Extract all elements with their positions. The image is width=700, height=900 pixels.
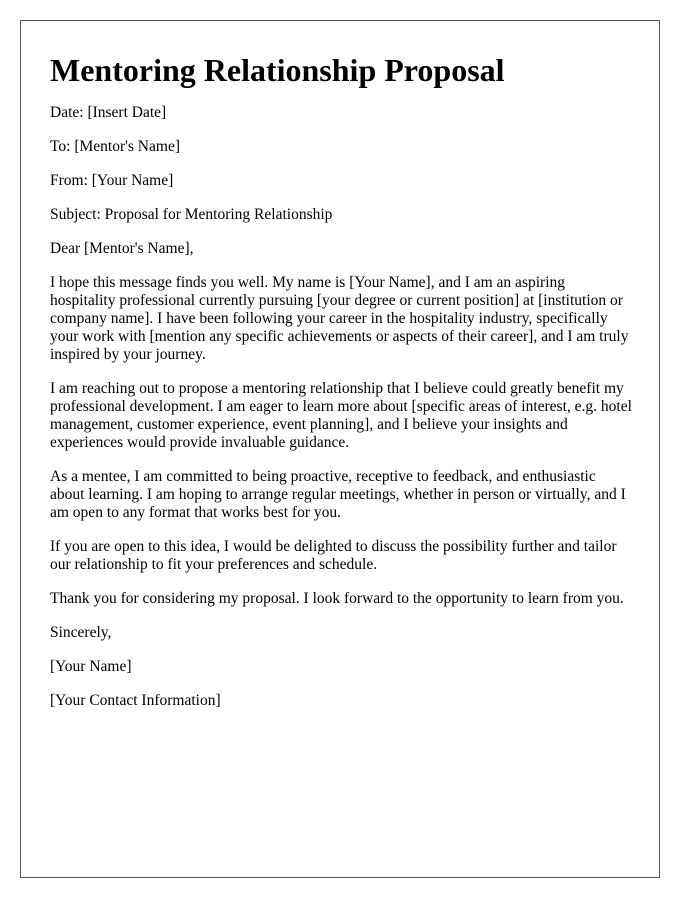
letter-content — [50, 50, 634, 726]
body-paragraph-discussion: If you are open to this idea, I would be delighted to discuss the possibility further and tailor our relationship to fit your preferences and schedule. — [50, 538, 617, 573]
body-paragraph-proposal: I am reaching out to propose a mentoring relationship that I believe could greatly benefit my professional development. I am eager to learn more about [specific areas of interest, e.g. hotel management, customer experience, event planning], and I believe your insights and experiences would provide invaluable guidance. — [50, 380, 632, 451]
letter-page — [20, 20, 660, 878]
body-paragraph-thanks: Thank you for considering my proposal. I look forward to the opportunity to learn from you. — [50, 590, 624, 607]
from-line: From: [Your Name] — [50, 172, 174, 189]
to-line: To: [Mentor's Name] — [50, 138, 180, 155]
subject-line: Subject: Proposal for Mentoring Relationship — [50, 206, 333, 223]
salutation: Dear [Mentor's Name], — [50, 240, 194, 257]
body-paragraph-intro: I hope this message finds you well. My name is [Your Name], and I am an aspiring hospitality professional currently pursuing [your degree or current position] at [institution or company name]. I have been following your career in the hospitality industry, specifically your work with [mention any specific achievements or aspects of their career], and I am truly inspired by your journey. — [50, 274, 629, 363]
signature-name: [Your Name] — [50, 658, 132, 675]
closing: Sincerely, — [50, 624, 112, 641]
letter-title: Mentoring Relationship Proposal — [50, 52, 505, 88]
date-line: Date: [Insert Date] — [50, 104, 167, 121]
body-paragraph-commitment: As a mentee, I am committed to being proactive, receptive to feedback, and enthusiastic about learning. I am hoping to arrange regular meetings, whether in person or virtually, and I am open to any format that works best for you. — [50, 468, 626, 521]
signature-contact: [Your Contact Information] — [50, 692, 221, 709]
